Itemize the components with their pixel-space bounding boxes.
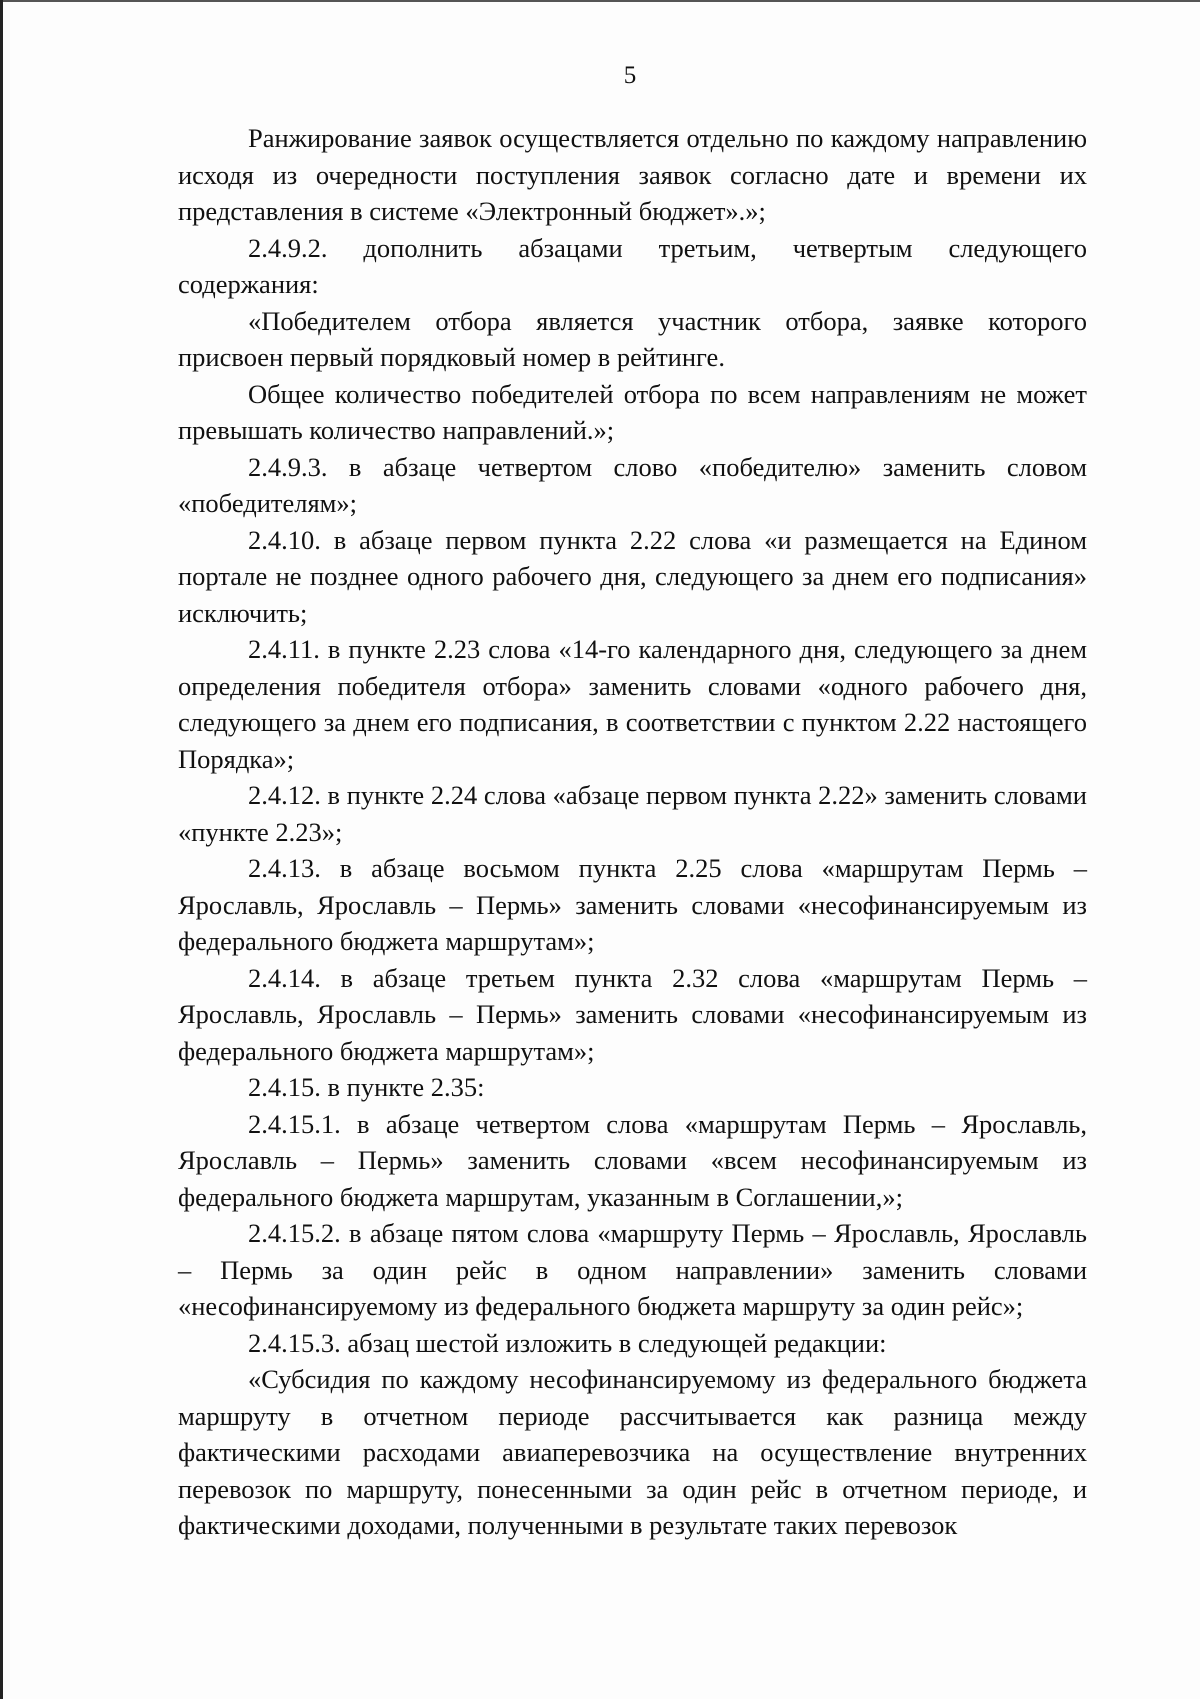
document-body	[178, 120, 1087, 1544]
paragraph: 2.4.11. в пункте 2.23 слова «14-го календарного дня, следующего за днем определения победителя отбора» заменить словами «одного рабочего дня, следующего за днем его подписания, в соответствии с пунктом 2.22 настоящего Порядка»;	[178, 634, 1087, 774]
paragraph: Ранжирование заявок осуществляется отдельно по каждому направлению исходя из очередности поступления заявок согласно дате и времени их представления в системе «Электронный бюджет».»;	[178, 123, 1087, 226]
paragraph: «Субсидия по каждому несофинансируемому из федерального бюджета маршруту в отчетном периоде рассчитывается как разница между фактическими расходами авиаперевозчика на осуществление внутренних перевозок по маршруту, понесенными за один рейс в отчетном периоде, и фактическими доходами, полученными в результате таких перевозок	[178, 1364, 1087, 1540]
paragraph: «Победителем отбора является участник отбора, заявке которого присвоен первый порядковый номер в рейтинге.	[178, 305, 1087, 372]
page-number: 5	[623, 62, 637, 89]
paragraph: 2.4.10. в абзаце первом пункта 2.22 слова «и размещается на Едином портале не позднее одного рабочего дня, следующего за днем его подписания» исключить;	[178, 524, 1087, 628]
paragraph: 2.4.9.3. в абзаце четвертом слово «победителю» заменить словом «победителям»;	[178, 451, 1087, 518]
paragraph: 2.4.12. в пункте 2.24 слова «абзаце первом пункта 2.22» заменить словами «пункте 2.23»;	[178, 780, 1087, 847]
paragraph: 2.4.15. в пункте 2.35:	[248, 1072, 485, 1102]
paragraph: 2.4.9.2. дополнить абзацами третьим, четвертым следующего содержания:	[178, 232, 1087, 299]
scan-edge-left	[0, 0, 3, 1699]
paragraph: 2.4.14. в абзаце третьем пункта 2.32 слова «маршрутам Пермь – Ярославль, Ярославль – Пермь» заменить словами «несофинансируемым из федерального бюджета маршрутам»;	[178, 962, 1087, 1066]
paragraph: 2.4.15.1. в абзаце четвертом слова «маршрутам Пермь – Ярославль, Ярославль – Пермь» заменить словами «всем несофинансируемым из федерального бюджета маршрутам, указанным в Соглашении,»;	[178, 1108, 1087, 1212]
paragraph: 2.4.13. в абзаце восьмом пункта 2.25 слова «маршрутам Пермь – Ярославль, Ярославль – Пермь» заменить словами «несофинансируемым из федерального бюджета маршрутам»;	[178, 853, 1087, 956]
scan-edge-top	[0, 0, 1200, 2]
paragraph: 2.4.15.2. в абзаце пятом слова «маршруту Пермь – Ярославль, Ярославль – Пермь за один рейс в одном направлении» заменить словами «несофинансируемому из федерального бюджета маршруту за один рейс»;	[178, 1218, 1087, 1321]
paragraph: Общее количество победителей отбора по всем направлениям не может превышать количество направлений.»;	[178, 378, 1087, 445]
paragraph: 2.4.15.3. абзац шестой изложить в следующей редакции:	[248, 1327, 887, 1358]
